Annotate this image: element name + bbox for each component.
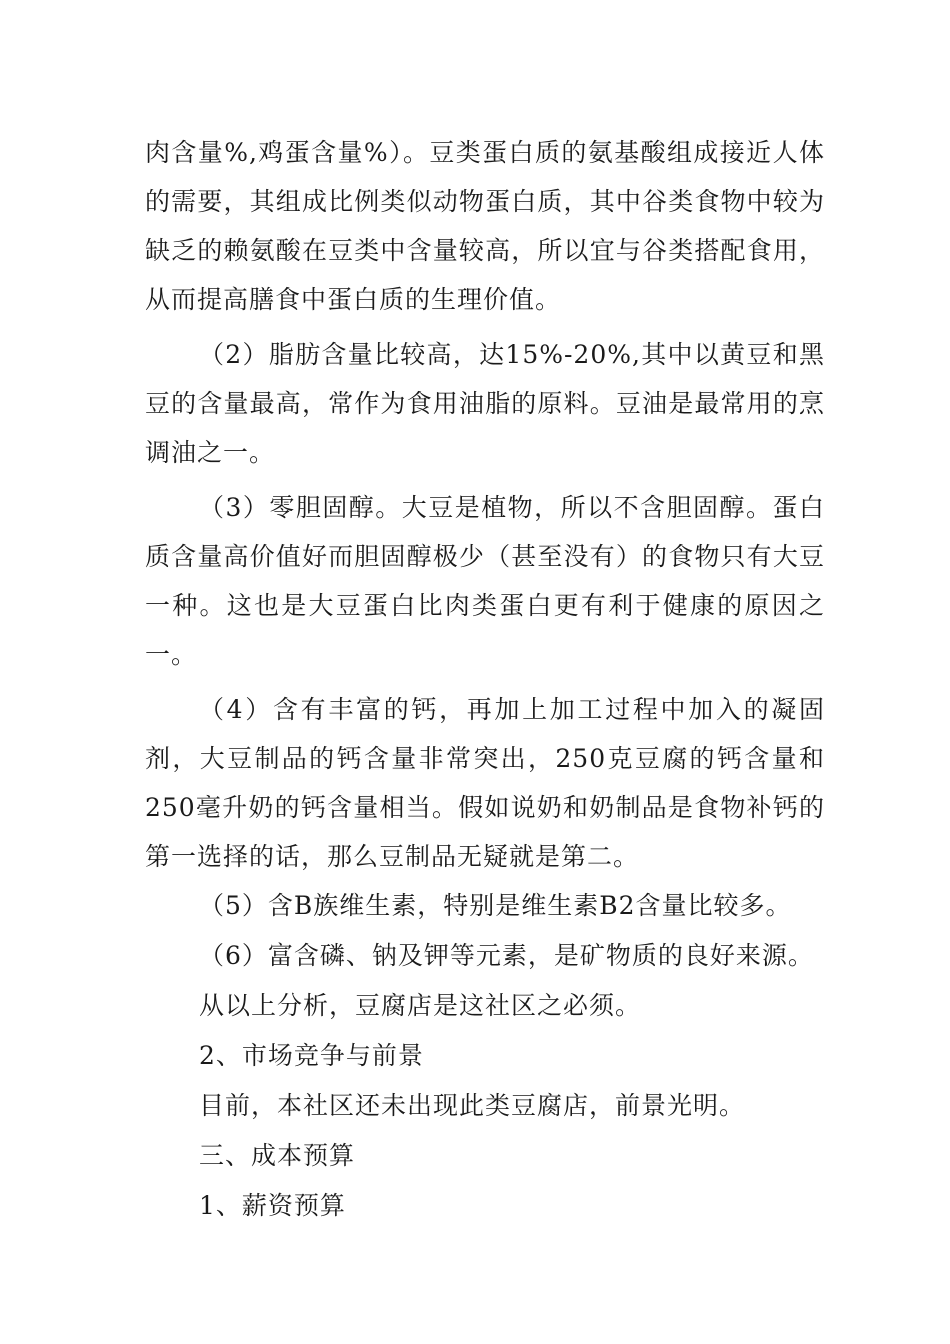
paragraph-market-outlook: 目前，本社区还未出现此类豆腐店，前景光明。 xyxy=(199,1091,746,1120)
paragraph-conclusion: 从以上分析，豆腐店是这社区之必须。 xyxy=(199,991,642,1020)
paragraph-vitamin-b: （5）含B族维生素，特别是维生素B2含量比较多。 xyxy=(199,891,792,920)
heading-market-competition: 2、市场竞争与前景 xyxy=(199,1041,424,1070)
paragraph-fat-content: （2）脂肪含量比较高，达15%-20%,其中以黄豆和黑豆的含量最高，常作为食用油脂的原料。豆油是最常用的烹调油之一。 xyxy=(145,340,825,467)
heading-cost-budget: 三、成本预算 xyxy=(199,1141,356,1170)
document-body xyxy=(145,128,825,1231)
paragraph-calcium: （4）含有丰富的钙，再加上加工过程中加入的凝固剂，大豆制品的钙含量非常突出，250克豆腐的钙含量和250毫升奶的钙含量相当。假如说奶和奶制品是食物补钙的第一选择的话，那么豆制品无疑就是第二。 xyxy=(145,695,825,871)
heading-salary-budget: 1、薪资预算 xyxy=(199,1191,346,1220)
paragraph-minerals: （6）富含磷、钠及钾等元素，是矿物质的良好来源。 xyxy=(199,941,814,970)
paragraph-zero-cholesterol: （3）零胆固醇。大豆是植物，所以不含胆固醇。蛋白质含量高价值好而胆固醇极少（甚至没有）的食物只有大豆一种。这也是大豆蛋白比肉类蛋白更有利于健康的原因之一。 xyxy=(145,493,825,669)
paragraph-protein-continued: 肉含量%,鸡蛋含量%）。豆类蛋白质的氨基酸组成接近人体的需要，其组成比例类似动物蛋白质，其中谷类食物中较为缺乏的赖氨酸在豆类中含量较高，所以宜与谷类搭配食用，从而提高膳食中蛋白质的生理价值。 xyxy=(145,138,825,314)
